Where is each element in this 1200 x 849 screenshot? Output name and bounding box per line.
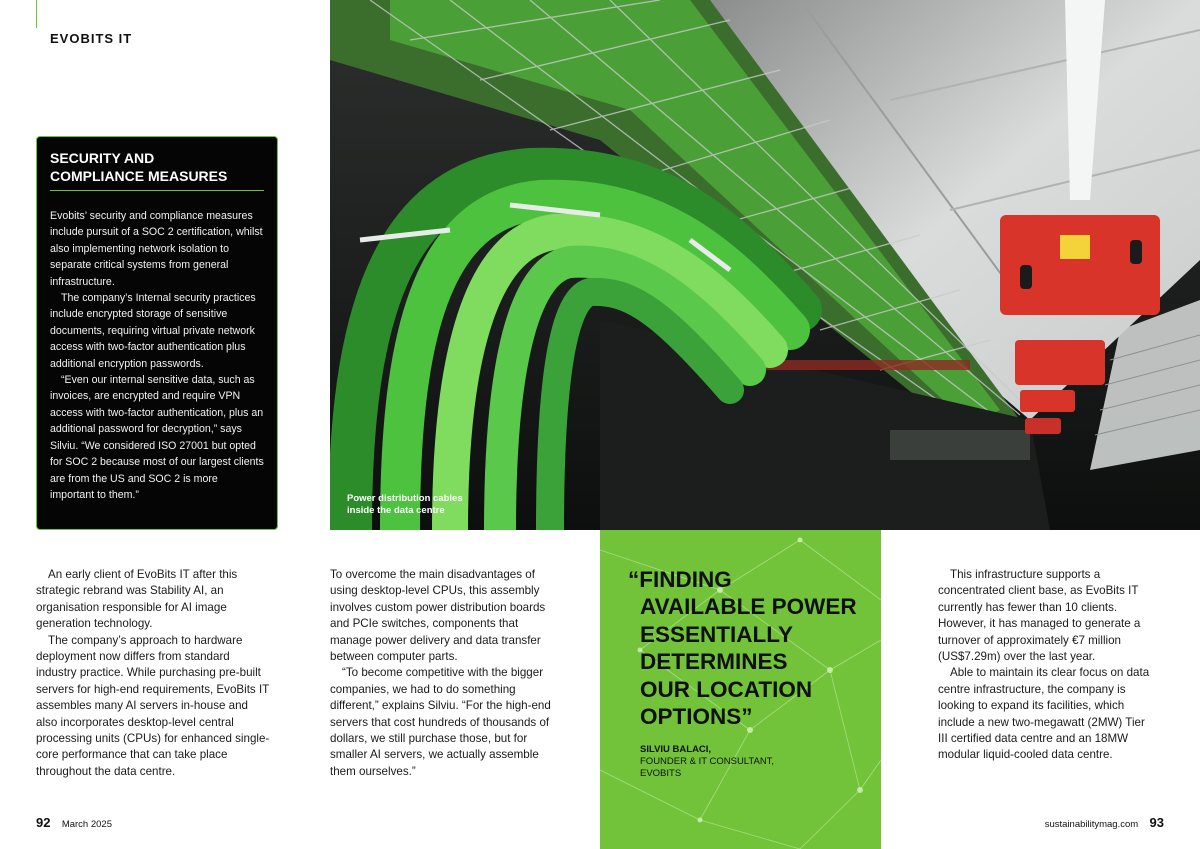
body-paragraph: “To become competitive with the bigger companies, we had to do something different,” explains Silviu. “For the high-end servers that cost hundreds of thousands of dollars, we still purchase those, but for smaller AI servers, we actually assemble them ourselves.” bbox=[330, 666, 551, 778]
sidebar-paragraph: Evobits’ security and compliance measures include pursuit of a SOC 2 certification, whilst also implementing network isolation to separate critical systems from general infrastructure. bbox=[50, 210, 263, 288]
caption-line: inside the data centre bbox=[347, 505, 445, 516]
quote-line: OUR LOCATION bbox=[640, 676, 813, 702]
sidebar-title-line1: SECURITY AND bbox=[50, 150, 155, 166]
sidebar-paragraph: The company’s Internal security practices include encrypted storage of sensitive documents, requiring virtual private network access with two-factor authentication plus additional encryption passwords. bbox=[50, 292, 256, 370]
issue-date: March 2025 bbox=[61, 819, 112, 830]
security-sidebar bbox=[36, 136, 278, 530]
sidebar-paragraph: “Even our internal sensitive data, such as invoices, are encrypted and require VPN access with two-factor authentication, plus an additional password for decryption,” says Silviu. “We considered ISO 27001 but opted for SOC 2 because most of our largest clients are from the US and SOC 2 is more important to them.” bbox=[50, 374, 264, 501]
photo-caption bbox=[347, 493, 497, 517]
sidebar-title bbox=[50, 149, 264, 191]
cable-tray-illustration bbox=[330, 0, 1200, 530]
sidebar-title-line2: COMPLIANCE MEASURES bbox=[50, 168, 228, 184]
page-number-right: 93 bbox=[1149, 815, 1164, 830]
data-centre-photo bbox=[330, 0, 1200, 530]
site-link[interactable]: sustainabilitymag.com bbox=[1044, 819, 1139, 830]
body-paragraph: Able to maintain its clear focus on data centre infrastructure, the company is looking to expand its facilities, which include a new two-megawatt (2MW) Tier III certified data centre and an 18MW modular liquid-cooled data centre. bbox=[938, 666, 1150, 762]
body-paragraph: To overcome the main disadvantages of using desktop-level CPUs, this assembly involves custom power distribution boards and PCIe switches, components that manage power delivery and data transfer between computer parts. bbox=[330, 568, 546, 664]
article-column-1 bbox=[36, 567, 271, 780]
quote-author-company: EVOBITS bbox=[640, 768, 682, 779]
quote-line: AVAILABLE POWER bbox=[640, 594, 857, 620]
pull-quote bbox=[628, 566, 873, 730]
quote-line: “FINDING bbox=[628, 567, 732, 592]
body-paragraph: This infrastructure supports a concentrated client base, as EvoBits IT currently has fewer than 10 clients. However, it has managed to generate a turnover of approximately €7 million (US$7.29m) over the last year. bbox=[938, 568, 1141, 664]
quote-author-role: FOUNDER & IT CONSULTANT, bbox=[640, 756, 775, 767]
quote-line: OPTIONS” bbox=[640, 704, 753, 730]
page-number-left: 92 bbox=[36, 815, 51, 830]
header-rule bbox=[36, 0, 37, 28]
footer-left bbox=[36, 815, 112, 830]
caption-line: Power distribution cables bbox=[347, 493, 463, 504]
quote-line: DETERMINES bbox=[640, 649, 788, 675]
body-paragraph: An early client of EvoBits IT after this strategic rebrand was Stability AI, an organisation responsible for AI image generation technology. bbox=[36, 568, 238, 631]
article-column-2 bbox=[330, 567, 562, 780]
quote-author-name: SILVIU BALACI, bbox=[640, 744, 712, 755]
footer-right bbox=[1045, 815, 1164, 830]
brand-label: EVOBITS IT bbox=[50, 31, 133, 46]
quote-attribution bbox=[640, 744, 774, 780]
quote-line: ESSENTIALLY bbox=[640, 621, 793, 647]
body-paragraph: The company’s approach to hardware deployment now differs from standard industry practice. While purchasing pre-built servers for high-end requirements, EvoBits IT assembles many AI servers in-house and also incorporates desktop-level central processing units (CPUs) for enhanced single-core performance that can take place throughout the data centre. bbox=[36, 633, 270, 778]
article-column-4 bbox=[938, 567, 1153, 764]
